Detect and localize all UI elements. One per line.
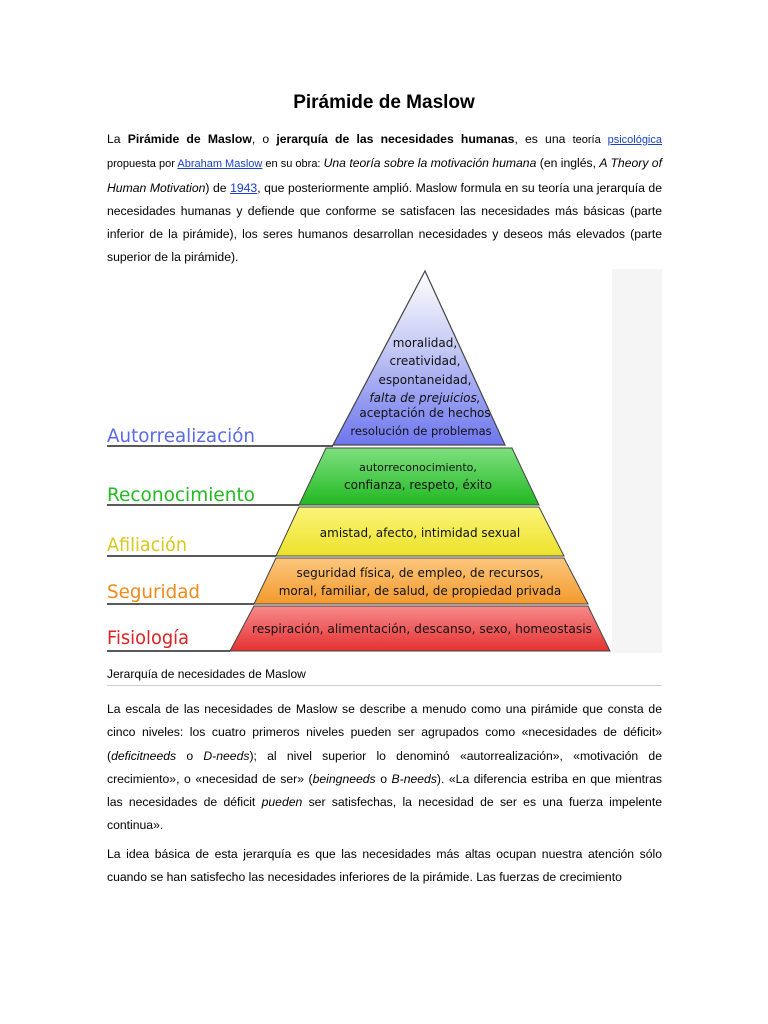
level-0-line-2: espontaneidad, [378, 373, 472, 387]
paragraph-3: La idea básica de esta jerarquía es que las necesidades más altas ocupan nuestra atención sólo cuando se han satisfecho las necesidades inferiores de la pirámide. Las fuerzas de crecimiento [107, 847, 662, 885]
para2-text-6: ser satisfechas, la necesidad de ser es una fuerza impelente continua». [107, 795, 662, 833]
intro-text-6: en su obra: [262, 158, 324, 171]
intro-bold-1: Pirámide de Maslow [127, 132, 252, 146]
level-4-line-0: respiración, alimentación, descanso, sexo, homeostasis [252, 622, 592, 636]
level-0-line-1: creatividad, [389, 354, 461, 368]
maslow-pyramid-diagram [107, 269, 662, 653]
level-1-shape [299, 448, 539, 505]
intro-text-8: ) de [205, 180, 231, 195]
intro-text-1: La [107, 132, 128, 146]
link-psicologica[interactable]: psicológica [607, 134, 662, 146]
para2-text-1: La escala de las necesidades de Maslow se describe a menudo como una pirámide que consta de cinco niveles: los cuatro primeros niveles pueden ser agrupados como «necesidades de déficit» ( [107, 702, 662, 763]
intro-text-4: teoría [572, 134, 608, 146]
page-title: Pirámide de Maslow [293, 92, 475, 113]
para2-italic-1: deficitneeds [111, 748, 177, 763]
level-3-line-0: seguridad física, de empleo, de recursos, [296, 566, 544, 580]
level-0-line-0: moralidad, [392, 336, 458, 350]
para2-text-3: ); al nivel superior lo denominó «autorrealización», «motivación de crecimiento», o «necesidad de ser» ( [107, 748, 662, 786]
intro-text-9: , que posteriormente amplió. Maslow formula en su teoría una jerarquía de necesidades humanas y defiende que conforme se satisfacen las necesidades más básicas (parte inferior de la pirámide), los seres humanos desarrollan necesidades y deseos más elevados (parte superior de la pirámide). [107, 180, 662, 265]
intro-paragraph [107, 128, 662, 270]
intro-text-3: , es una [514, 132, 573, 146]
para2-italic-4: B-needs [391, 771, 437, 786]
level-1-line-0: autorreconocimiento, [359, 461, 477, 474]
level-0-line-4: aceptación de hechos [359, 406, 491, 420]
paragraph-2 [107, 698, 662, 838]
level-1-label: Reconocimiento [107, 484, 255, 506]
intro-text-5: propuesta por [107, 158, 178, 171]
maslow-pyramid-figure [107, 269, 662, 653]
level-2-label: Afiliación [107, 534, 187, 556]
level-0-label: Autorrealización [107, 425, 255, 447]
intro-italic-1: Una teoría sobre la motivación humana [323, 156, 537, 171]
intro-italic-2: A Theory of Human Motivation [107, 156, 662, 195]
link-abraham-maslow[interactable]: Abraham Maslow [177, 158, 263, 171]
level-1-line-1: confianza, respeto, éxito [344, 478, 492, 492]
intro-text-7: (en inglés, [536, 156, 600, 171]
level-0-line-3: falta de prejuicios, [369, 391, 481, 405]
para2-text-5: ). «La diferencia estriba en que mientras las necesidades de déficit [107, 771, 662, 810]
intro-text-2: , o [251, 132, 277, 146]
para2-italic-3: beingneeds [312, 771, 376, 786]
level-3-line-1: moral, familiar, de salud, de propiedad privada [278, 584, 562, 598]
link-1943[interactable]: 1943 [230, 180, 258, 195]
level-4-label: Fisiología [107, 627, 189, 649]
para2-italic-2: D-needs [203, 748, 250, 763]
para2-text-2: o [176, 748, 204, 763]
figure-caption: Jerarquía de necesidades de Maslow [107, 667, 662, 686]
para2-italic-5: pueden [261, 795, 303, 810]
level-3-label: Seguridad [107, 581, 200, 603]
level-0-line-5: resolución de problemas [350, 424, 492, 438]
intro-bold-2: jerarquía de las necesidades humanas [276, 132, 515, 146]
para2-text-4: o [375, 771, 392, 786]
level-2-line-0: amistad, afecto, intimidad sexual [319, 526, 521, 540]
